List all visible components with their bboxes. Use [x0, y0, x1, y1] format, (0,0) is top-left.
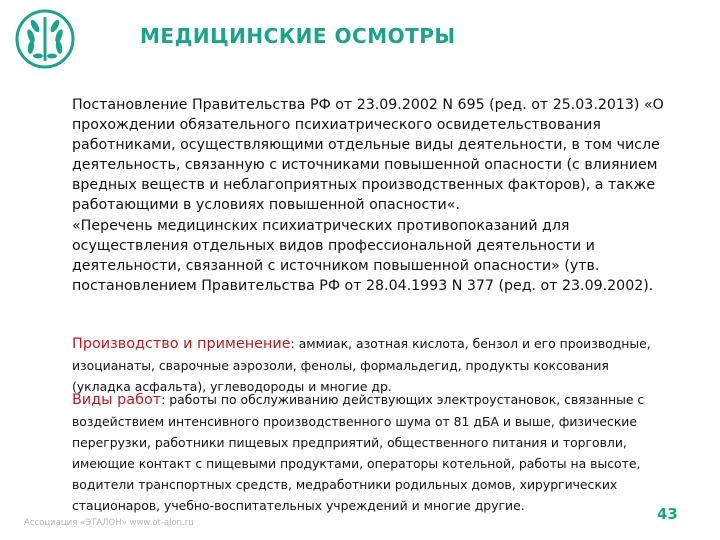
slide-title: МЕДИЦИНСКИЕ ОСМОТРЫ [140, 24, 456, 48]
paragraph-line: «Перечень медицинских психиатрических противопоказаний для [72, 217, 570, 234]
work-types-text: работы по обслуживанию действующих электроустановок, связанные с [169, 392, 645, 407]
work-types-section [72, 389, 692, 516]
paragraph-line: работниками, осуществляющими отдельные виды деятельности, в том числе [72, 137, 660, 154]
paragraph-line: деятельности, связанной с источником повышенной опасности» (утв. [72, 257, 600, 274]
production-line: изоцианаты, сварочные аэрозоли, фенолы, формальдегид, продукты коксования [72, 358, 609, 373]
production-section [72, 333, 692, 397]
leaf-wreath-logo-icon [14, 8, 76, 70]
paragraph-line: прохождении обязательного психиатрического освидетельствования [72, 117, 601, 134]
footer-text: Ассоциация «ЭТАЛОН» www.ot-alon.ru [24, 518, 194, 528]
work-types-first-line [72, 389, 692, 411]
paragraph-line: деятельность, связанную с источниками повышенной опасности (с влиянием [72, 157, 658, 174]
paragraph-line: Постановление Правительства РФ от 23.09.2002 N 695 (ред. от 25.03.2013) «О [72, 97, 664, 113]
work-types-keyword: Виды работ [72, 392, 162, 408]
paragraph-line: осуществления отдельных видов профессиональной деятельности и [72, 237, 595, 254]
work-types-line: стационаров, учебно-воспитательных учреждений и многие другие. [72, 498, 525, 513]
paragraph-line: работающими в условиях повышенной опасности«. [72, 197, 460, 214]
work-types-line: имеющие контакт с пищевыми продуктами, операторы котельной, работы на высоте, [72, 456, 641, 471]
production-separator: : [290, 336, 299, 351]
production-text: аммиак, азотная кислота, бензол и его производные, [298, 336, 651, 351]
work-types-line: водители транспортных средств, медработники родильных домов, хирургических [72, 477, 618, 492]
paragraph-line: вредных веществ и неблагоприятных производственных факторов), а также [72, 177, 656, 194]
work-types-separator: : [161, 392, 170, 407]
work-types-line: воздействием интенсивного производственного шума от 81 дБА и выше, физические [72, 414, 637, 429]
production-line: (укладка асфальта), углеводороды и многие др. [72, 379, 392, 394]
production-keyword: Производство и применение [72, 336, 291, 352]
work-types-line: перегрузки, работники пищевых предприятий, общественного питания и торговли, [72, 435, 627, 450]
page-number: 43 [657, 505, 678, 523]
regulation-paragraph [72, 95, 692, 296]
paragraph-line: постановлением Правительства РФ от 28.04.1993 N 377 (ред. от 23.09.2002). [72, 277, 654, 294]
production-first-line [72, 333, 692, 355]
